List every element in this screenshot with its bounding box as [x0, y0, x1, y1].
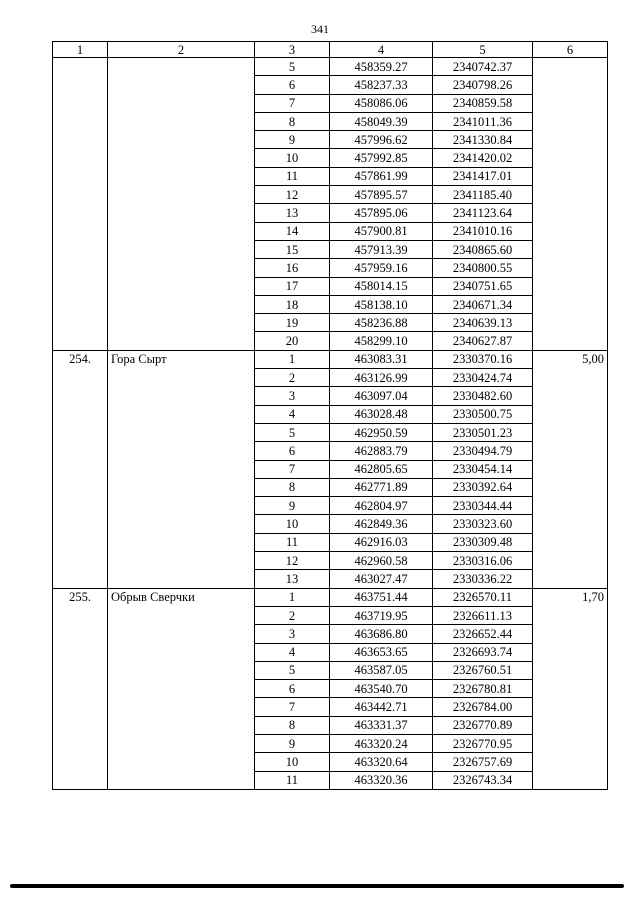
- coordinate-y: 2326611.13: [433, 606, 533, 624]
- coordinate-x: 463686.80: [330, 625, 433, 643]
- coordinate-y: 2340800.55: [433, 259, 533, 277]
- point-number: 10: [255, 149, 330, 167]
- coordinate-y: 2330309.48: [433, 533, 533, 551]
- object-number: 254.: [53, 350, 108, 588]
- coordinate-y: 2326770.89: [433, 716, 533, 734]
- coordinate-x: 463751.44: [330, 588, 433, 606]
- coordinate-y: 2340798.26: [433, 76, 533, 94]
- coordinate-x: 457861.99: [330, 167, 433, 185]
- coordinate-x: 462950.59: [330, 423, 433, 441]
- coordinate-x: 458359.27: [330, 58, 433, 76]
- coordinate-y: 2330482.60: [433, 387, 533, 405]
- point-number: 6: [255, 680, 330, 698]
- coordinate-y: 2341417.01: [433, 167, 533, 185]
- coordinate-y: 2341123.64: [433, 204, 533, 222]
- coordinate-y: 2326770.95: [433, 734, 533, 752]
- object-area: 5,00: [533, 350, 608, 588]
- coordinate-y: 2341420.02: [433, 149, 533, 167]
- column-header: 5: [433, 42, 533, 58]
- coordinate-x: 462883.79: [330, 442, 433, 460]
- coordinate-x: 462804.97: [330, 497, 433, 515]
- point-number: 4: [255, 405, 330, 423]
- coordinate-x: 463442.71: [330, 698, 433, 716]
- column-header: 1: [53, 42, 108, 58]
- coordinate-y: 2341010.16: [433, 222, 533, 240]
- coordinate-y: 2330501.23: [433, 423, 533, 441]
- coordinate-y: 2340865.60: [433, 240, 533, 258]
- coordinate-x: 457913.39: [330, 240, 433, 258]
- point-number: 12: [255, 552, 330, 570]
- table-row: [53, 588, 608, 606]
- table-row: [53, 58, 608, 76]
- point-number: 5: [255, 423, 330, 441]
- coordinate-y: 2330316.06: [433, 552, 533, 570]
- object-name: [108, 58, 255, 351]
- column-header: 4: [330, 42, 433, 58]
- coordinate-y: 2330392.64: [433, 478, 533, 496]
- header-row: [53, 42, 608, 58]
- object-area: 1,70: [533, 588, 608, 789]
- object-name: Обрыв Сверчки: [108, 588, 255, 789]
- coordinate-y: 2330323.60: [433, 515, 533, 533]
- point-number: 8: [255, 478, 330, 496]
- coordinate-y: 2330344.44: [433, 497, 533, 515]
- coordinate-x: 458049.39: [330, 112, 433, 130]
- point-number: 4: [255, 643, 330, 661]
- coordinate-y: 2341185.40: [433, 186, 533, 204]
- coordinate-y: 2340627.87: [433, 332, 533, 350]
- page-number: 341: [311, 22, 329, 36]
- coordinate-x: 458299.10: [330, 332, 433, 350]
- coordinates-table: [52, 41, 608, 790]
- coordinate-y: 2326784.00: [433, 698, 533, 716]
- coordinate-x: 463028.48: [330, 405, 433, 423]
- coordinate-y: 2340742.37: [433, 58, 533, 76]
- coordinate-y: 2330336.22: [433, 570, 533, 588]
- point-number: 12: [255, 186, 330, 204]
- coordinate-y: 2330454.14: [433, 460, 533, 478]
- coordinate-y: 2326743.34: [433, 771, 533, 789]
- point-number: 3: [255, 387, 330, 405]
- point-number: 5: [255, 661, 330, 679]
- coordinate-x: 457996.62: [330, 131, 433, 149]
- column-header: 2: [108, 42, 255, 58]
- coordinate-y: 2326652.44: [433, 625, 533, 643]
- coordinate-y: 2340639.13: [433, 314, 533, 332]
- coordinate-x: 457895.57: [330, 186, 433, 204]
- point-number: 11: [255, 533, 330, 551]
- point-number: 19: [255, 314, 330, 332]
- coordinate-y: 2326780.81: [433, 680, 533, 698]
- coordinate-y: 2341011.36: [433, 112, 533, 130]
- coordinate-x: 463320.64: [330, 753, 433, 771]
- coordinate-x: 457895.06: [330, 204, 433, 222]
- coordinate-x: 463027.47: [330, 570, 433, 588]
- point-number: 11: [255, 771, 330, 789]
- coordinate-y: 2326760.51: [433, 661, 533, 679]
- bottom-rule: [10, 884, 624, 888]
- coordinate-x: 462960.58: [330, 552, 433, 570]
- object-number: 255.: [53, 588, 108, 789]
- point-number: 18: [255, 295, 330, 313]
- coordinate-y: 2330370.16: [433, 350, 533, 368]
- point-number: 9: [255, 497, 330, 515]
- coordinate-x: 463719.95: [330, 606, 433, 624]
- point-number: 17: [255, 277, 330, 295]
- coordinate-x: 457959.16: [330, 259, 433, 277]
- coordinate-x: 463126.99: [330, 369, 433, 387]
- coordinate-y: 2330494.79: [433, 442, 533, 460]
- column-header: 3: [255, 42, 330, 58]
- coordinate-y: 2326570.11: [433, 588, 533, 606]
- coordinate-y: 2341330.84: [433, 131, 533, 149]
- point-number: 3: [255, 625, 330, 643]
- point-number: 5: [255, 58, 330, 76]
- point-number: 10: [255, 515, 330, 533]
- column-header: 6: [533, 42, 608, 58]
- point-number: 14: [255, 222, 330, 240]
- point-number: 6: [255, 442, 330, 460]
- coordinate-x: 458086.06: [330, 94, 433, 112]
- coordinate-x: 463331.37: [330, 716, 433, 734]
- coordinate-y: 2340859.58: [433, 94, 533, 112]
- coordinate-x: 463540.70: [330, 680, 433, 698]
- coordinate-x: 463587.05: [330, 661, 433, 679]
- point-number: 8: [255, 716, 330, 734]
- coordinate-y: 2340751.65: [433, 277, 533, 295]
- coordinate-x: 458237.33: [330, 76, 433, 94]
- point-number: 20: [255, 332, 330, 350]
- object-number: [53, 58, 108, 351]
- coordinate-x: 457992.85: [330, 149, 433, 167]
- point-number: 1: [255, 350, 330, 368]
- point-number: 6: [255, 76, 330, 94]
- coordinate-x: 463653.65: [330, 643, 433, 661]
- point-number: 10: [255, 753, 330, 771]
- coordinate-x: 458138.10: [330, 295, 433, 313]
- point-number: 8: [255, 112, 330, 130]
- coordinate-x: 462805.65: [330, 460, 433, 478]
- point-number: 7: [255, 460, 330, 478]
- point-number: 7: [255, 94, 330, 112]
- point-number: 1: [255, 588, 330, 606]
- object-name: Гора Сырт: [108, 350, 255, 588]
- point-number: 16: [255, 259, 330, 277]
- coordinate-x: 458236.88: [330, 314, 433, 332]
- coordinate-x: 463083.31: [330, 350, 433, 368]
- coordinate-x: 463320.24: [330, 734, 433, 752]
- coordinate-x: 463097.04: [330, 387, 433, 405]
- point-number: 13: [255, 570, 330, 588]
- coordinate-y: 2326757.69: [433, 753, 533, 771]
- coordinate-y: 2326693.74: [433, 643, 533, 661]
- coordinate-y: 2330424.74: [433, 369, 533, 387]
- coordinate-y: 2330500.75: [433, 405, 533, 423]
- coordinate-x: 463320.36: [330, 771, 433, 789]
- table-row: [53, 350, 608, 368]
- point-number: 7: [255, 698, 330, 716]
- coordinate-x: 462771.89: [330, 478, 433, 496]
- coordinate-y: 2340671.34: [433, 295, 533, 313]
- coordinate-x: 462849.36: [330, 515, 433, 533]
- point-number: 9: [255, 734, 330, 752]
- point-number: 15: [255, 240, 330, 258]
- point-number: 13: [255, 204, 330, 222]
- point-number: 9: [255, 131, 330, 149]
- object-area: [533, 58, 608, 351]
- coordinate-x: 458014.15: [330, 277, 433, 295]
- coordinate-x: 457900.81: [330, 222, 433, 240]
- point-number: 2: [255, 369, 330, 387]
- point-number: 11: [255, 167, 330, 185]
- point-number: 2: [255, 606, 330, 624]
- coordinate-x: 462916.03: [330, 533, 433, 551]
